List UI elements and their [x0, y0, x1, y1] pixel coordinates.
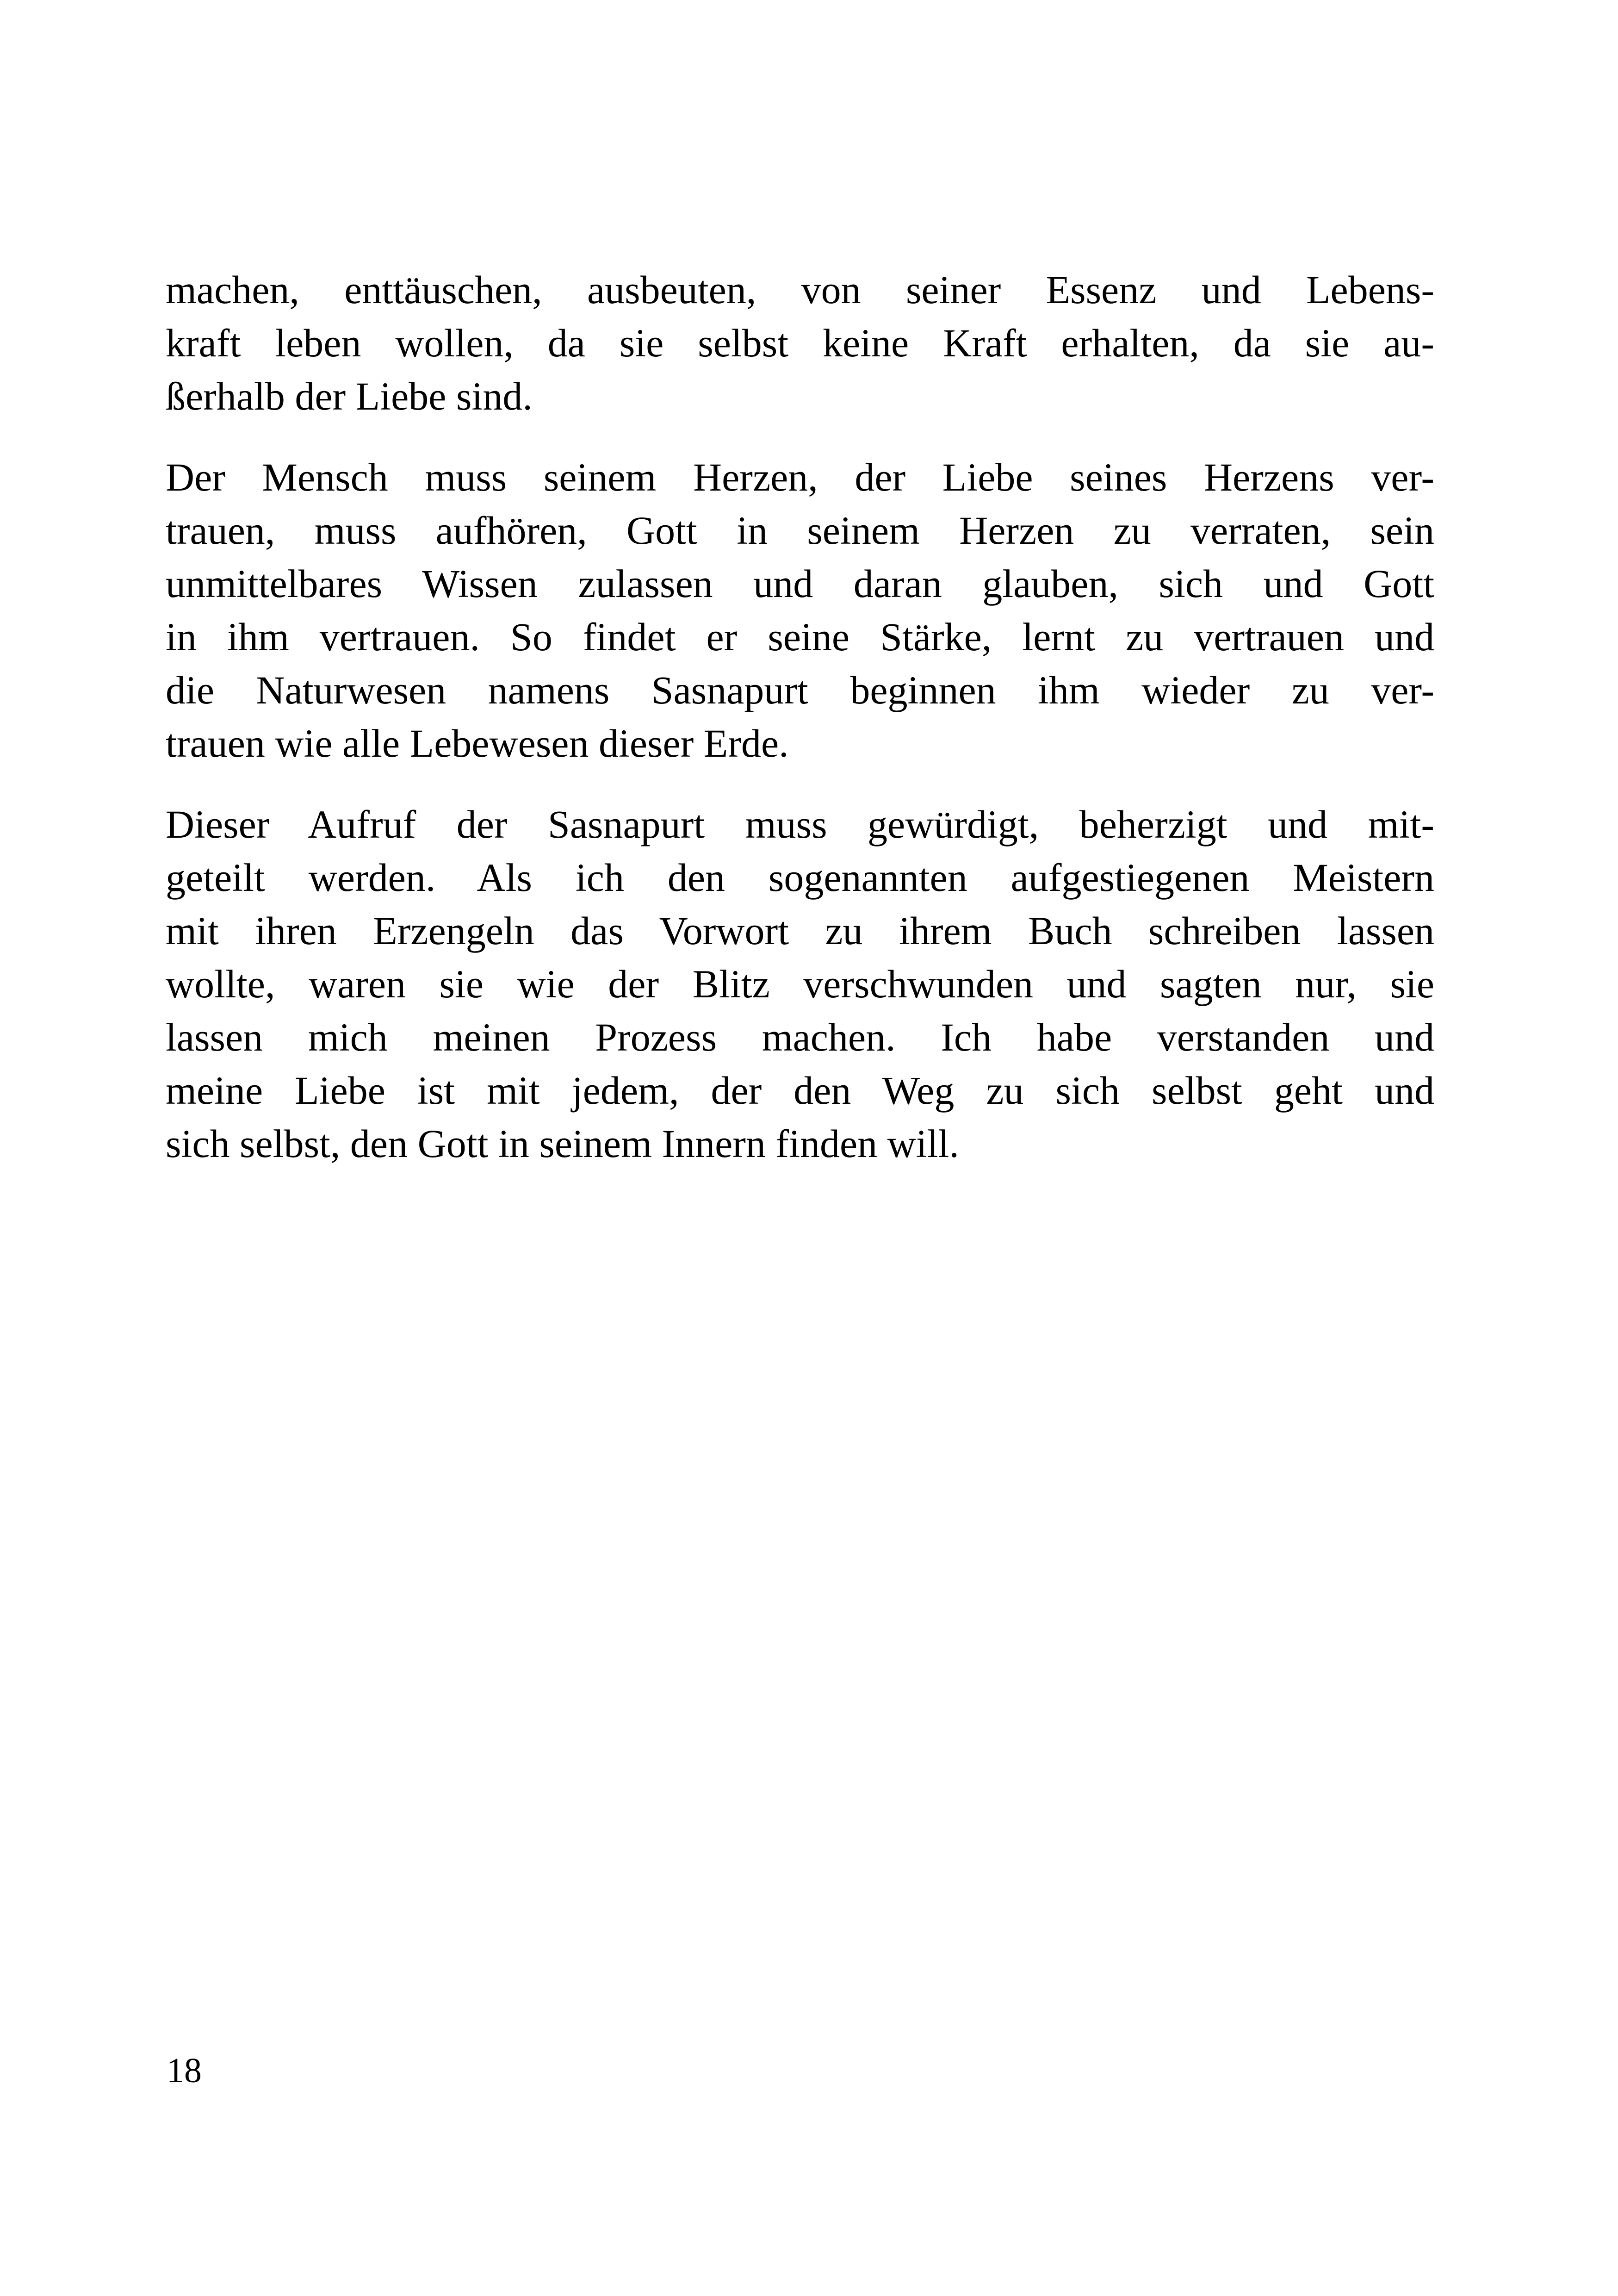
- text-line: sich selbst, den Gott in seinem Innern finden will.: [166, 1121, 959, 1166]
- text-line: trauen, muss aufhören, Gott in seinem Herzen zu verraten, sein: [166, 508, 1434, 553]
- text-line: machen, enttäuschen, ausbeuten, von seiner Essenz und Lebens-: [166, 268, 1434, 312]
- paragraph: [166, 451, 1434, 770]
- text-line: kraft leben wollen, da sie selbst keine Kraft erhalten, da sie au-: [166, 321, 1434, 365]
- text-line: mit ihren Erzengeln das Vorwort zu ihrem Buch schreiben lassen: [166, 908, 1434, 953]
- page-number: 18: [167, 2051, 202, 2090]
- text-line: in ihm vertrauen. So findet er seine Stärke, lernt zu vertrauen und: [166, 615, 1434, 659]
- text-line: geteilt werden. Als ich den sogenannten aufgestiegenen Meistern: [166, 855, 1434, 900]
- text-line: meine Liebe ist mit jedem, der den Weg zu sich selbst geht und: [166, 1068, 1434, 1113]
- text-line: die Naturwesen namens Sasnapurt beginnen ihm wieder zu ver-: [166, 668, 1434, 712]
- text-line: trauen wie alle Lebewesen dieser Erde.: [166, 721, 789, 765]
- paragraph: [166, 263, 1434, 423]
- text-line: Dieser Aufruf der Sasnapurt muss gewürdigt, beherzigt und mit-: [166, 802, 1434, 846]
- text-line: lassen mich meinen Prozess machen. Ich habe verstanden und: [166, 1015, 1434, 1059]
- text-line: wollte, waren sie wie der Blitz verschwunden und sagten nur, sie: [166, 962, 1434, 1006]
- text-line: unmittelbares Wissen zulassen und daran glauben, sich und Gott: [166, 561, 1434, 606]
- text-block: [166, 263, 1434, 1170]
- text-line: ßerhalb der Liebe sind.: [166, 374, 533, 418]
- text-line: Der Mensch muss seinem Herzen, der Liebe seines Herzens ver-: [166, 455, 1434, 499]
- paragraph: [166, 798, 1434, 1170]
